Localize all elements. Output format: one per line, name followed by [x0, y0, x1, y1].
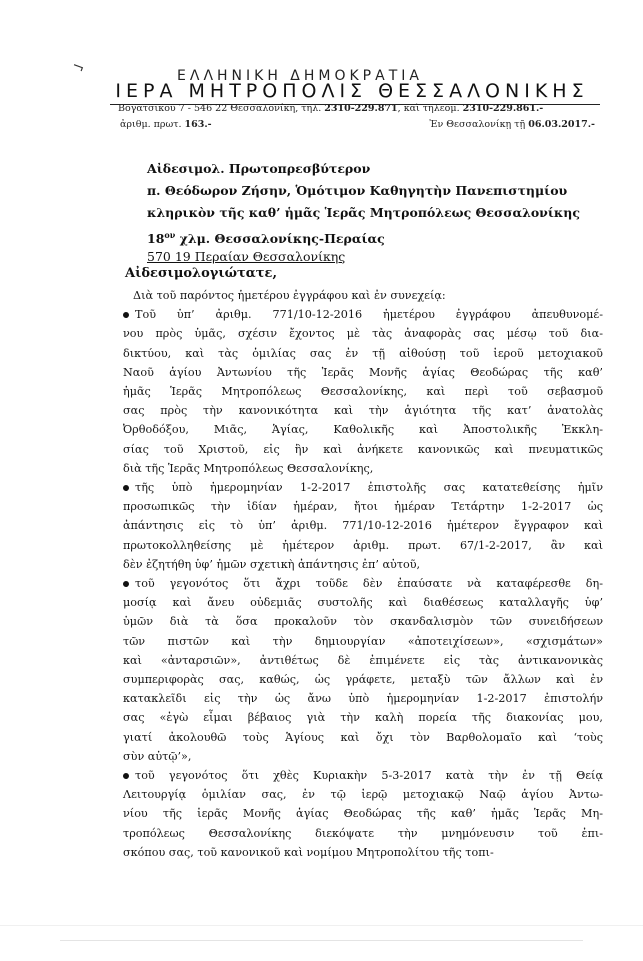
- bullet-icon: [123, 581, 129, 587]
- text-line: [123, 766, 603, 785]
- text-line: Λειτουργίᾳ ὁμιλίαν σας, ἐν τῷ ἱερῷ μετοχιακῷ Ναῷ ἁγίου Ἀντω-: [123, 788, 603, 802]
- text-line: ὑμῶν διὰ τὰ ὅσα προκαλοῦν τὸν σκανδαλισμὸν τῶν συνειδήσεων: [123, 615, 603, 629]
- recipient-affiliation: κληρικὸν τῆς καθ’ ἡμᾶς Ἱερᾶς Μητροπόλεως Θεσσαλονίκης: [147, 205, 580, 220]
- text-line-content: τοῦ γεγονότος ὅτι χθὲς Κυριακὴν 5-3-2017 κατὰ τὴν ἐν τῇ Θείᾳ: [135, 769, 603, 783]
- letter-date: Ἐν Θεσσαλονίκῃ τῇ 06.03.2017.-: [429, 119, 595, 130]
- bullet-icon: [123, 485, 129, 491]
- recipient-postcode: 570 19 Περαίαν Θεσσαλονίκης: [147, 249, 346, 264]
- paragraph-2: [123, 478, 603, 574]
- text-line: προσωπικῶς τὴν ἰδίαν ἡμέραν, ἤτοι ἡμέραν Τετάρτην 1-2-2017 ὡς: [123, 500, 603, 514]
- text-line: σίας τοῦ Χριστοῦ, εἰς ἣν καὶ ἀνήκετε κανονικῶς καὶ πνευματικῶς: [123, 442, 603, 456]
- recipient-name: π. Θεόδωρον Ζήσην, Ὁμότιμον Καθηγητὴν Πανεπιστημίου: [147, 183, 568, 198]
- bullet-icon: [123, 773, 129, 779]
- text-line: Ναοῦ ἁγίου Ἀντωνίου τῆς Ἱερᾶς Μονῆς ἁγίας Θεοδώρας τῆς καθ’: [123, 365, 603, 379]
- text-line: Ὀρθοδόξου, Μιᾶς, Ἁγίας, Καθολικῆς καὶ Ἀποστολικῆς Ἐκκλη-: [123, 423, 603, 437]
- text-line: ἀπάντησις εἰς τὸ ὑπ’ ἀριθμ. 771/10-12-2016 ἡμέτερον ἔγγραφον καὶ: [123, 519, 603, 533]
- bullet-icon: [123, 312, 129, 318]
- paragraph-4: [123, 766, 603, 862]
- salutation: Αἰδεσιμολογιώτατε,: [125, 266, 277, 281]
- paragraph-3: [123, 574, 603, 766]
- letter-body: [123, 286, 603, 862]
- letterhead-metropolis: ΙΕΡΑ ΜΗΤΡΟΠΟΛΙΣ ΘΕΣΣΑΛΟΝΙΚΗΣ: [115, 80, 589, 102]
- text-line: σας πρὸς τὴν κανονικότητα καὶ τὴν ἁγιότητα τῆς κατ’ ἀνατολὰς: [123, 404, 603, 418]
- intro-line: Διὰ τοῦ παρόντος ἡμετέρου ἐγγράφου καὶ ἐν συνεχείᾳ:: [133, 289, 446, 302]
- paragraph-1: [123, 305, 603, 478]
- recipient-title: Αἰδεσιμολ. Πρωτοπρεσβύτερον: [147, 161, 371, 176]
- text-line-content: τοῦ γεγονότος ὅτι ἄχρι τοῦδε δὲν ἐπαύσατε νὰ καταφέρεσθε δη-: [135, 577, 603, 591]
- text-line: σὺν αὐτῷ’»,: [123, 749, 192, 763]
- text-line: κατακλεῖδι εἰς τὴν ὡς ἄνω ὑπὸ ἡμερομηνίαν 1-2-2017 ἐπιστολήν: [123, 692, 603, 706]
- letterhead-address: Βογατσικοῦ 7 - 546 22 Θεσσαλονίκη, τηλ. 2310-229.871, καὶ τηλεομ. 2310-229.861.-: [118, 103, 544, 114]
- text-line: [123, 478, 603, 497]
- text-line: τῶν πιστῶν καὶ τὴν δημιουργίαν «ἀποτειχίσεων», «σχισμάτων»: [123, 634, 603, 648]
- footer-rule: [60, 940, 583, 941]
- pen-mark: ¬: [69, 56, 88, 78]
- text-line: καὶ «ἀνταρσιῶν», ἀντιθέτως δὲ ἐπιμένετε εἰς τὰς ἀντικανονικὰς: [123, 653, 603, 667]
- text-line: διὰ τῆς Ἱερᾶς Μητροπόλεως Θεσσαλονίκης,: [123, 461, 374, 475]
- text-line-content: τῆς ὑπὸ ἡμερομηνίαν 1-2-2017 ἐπιστολῆς σας κατατεθείσης ἡμῖν: [135, 481, 603, 495]
- text-line: δικτύου, καὶ τὰς ὁμιλίας σας ἐν τῇ αἰθούσῃ τοῦ ἱεροῦ μετοχιακοῦ: [123, 346, 603, 360]
- text-line: νίου τῆς ἱερᾶς Μονῆς ἁγίας Θεοδώρας τῆς καθ’ ἡμᾶς Ἱερᾶς Μη-: [123, 807, 603, 821]
- text-line: γιατί ἀκολουθῶ τοὺς Ἁγίους καὶ ὄχι τὸν Βαρθολομαῖο καὶ ‘τοὺς: [123, 730, 603, 744]
- text-line: τροπόλεως Θεσσαλονίκης διεκόψατε τὴν μνημόνευσιν τοῦ ἐπι-: [123, 826, 603, 840]
- text-line: ἡμᾶς Ἱερᾶς Μητροπόλεως Θεσσαλονίκης, καὶ περὶ τοῦ σεβασμοῦ: [123, 385, 603, 399]
- text-line: πρωτοκολληθείσης μὲ ἡμέτερον ἀριθμ. πρωτ. 67/1-2-2017, ἂν καὶ: [123, 538, 603, 552]
- text-line: [123, 574, 603, 593]
- protocol-number: ἀριθμ. πρωτ. 163.-: [120, 119, 212, 130]
- text-line: [123, 305, 603, 324]
- page-footer: [0, 925, 643, 961]
- text-line: δὲν ἐζητήθη ὑφ’ ἡμῶν σχετικὴ ἀπάντησις ἐπ’ αὐτοῦ,: [123, 557, 421, 571]
- recipient-road: $18^{o\nu}$ χλμ. Θεσσαλονίκης-Περαίας: [147, 230, 385, 247]
- text-line: νου πρὸς ὑμᾶς, σχέσιν ἔχοντος μὲ τὰς ἀναφορὰς σας μέσῳ τοῦ δια-: [123, 327, 603, 341]
- text-line: μοσίᾳ καὶ ἄνευ οὐδεμιᾶς συστολῆς καὶ διαθέσεως καταλλαγῆς ὑφ’: [123, 596, 603, 610]
- letterhead-state: ΕΛΛΗΝΙΚΗ ΔΗΜΟΚΡΑΤΙΑ: [177, 68, 423, 84]
- text-line: σκόπου σας, τοῦ κανονικοῦ καὶ νομίμου Μητροπολίτου τῆς τοπι-: [123, 845, 494, 859]
- text-line: σας «ἐγὼ εἶμαι βέβαιος γιὰ τὴν καλὴ πορεία τῆς διακονίας μου,: [123, 711, 603, 725]
- text-line: συμπεριφορὰς σας, καθώς, ὡς γράφετε, μεταξὺ τῶν ἄλλων καὶ ἐν: [123, 673, 603, 687]
- text-line-content: Τοῦ ὑπ’ ἀριθμ. 771/10-12-2016 ἡμετέρου ἐγγράφου ἀπευθυνομέ-: [135, 308, 603, 322]
- recipient-block: [147, 158, 617, 268]
